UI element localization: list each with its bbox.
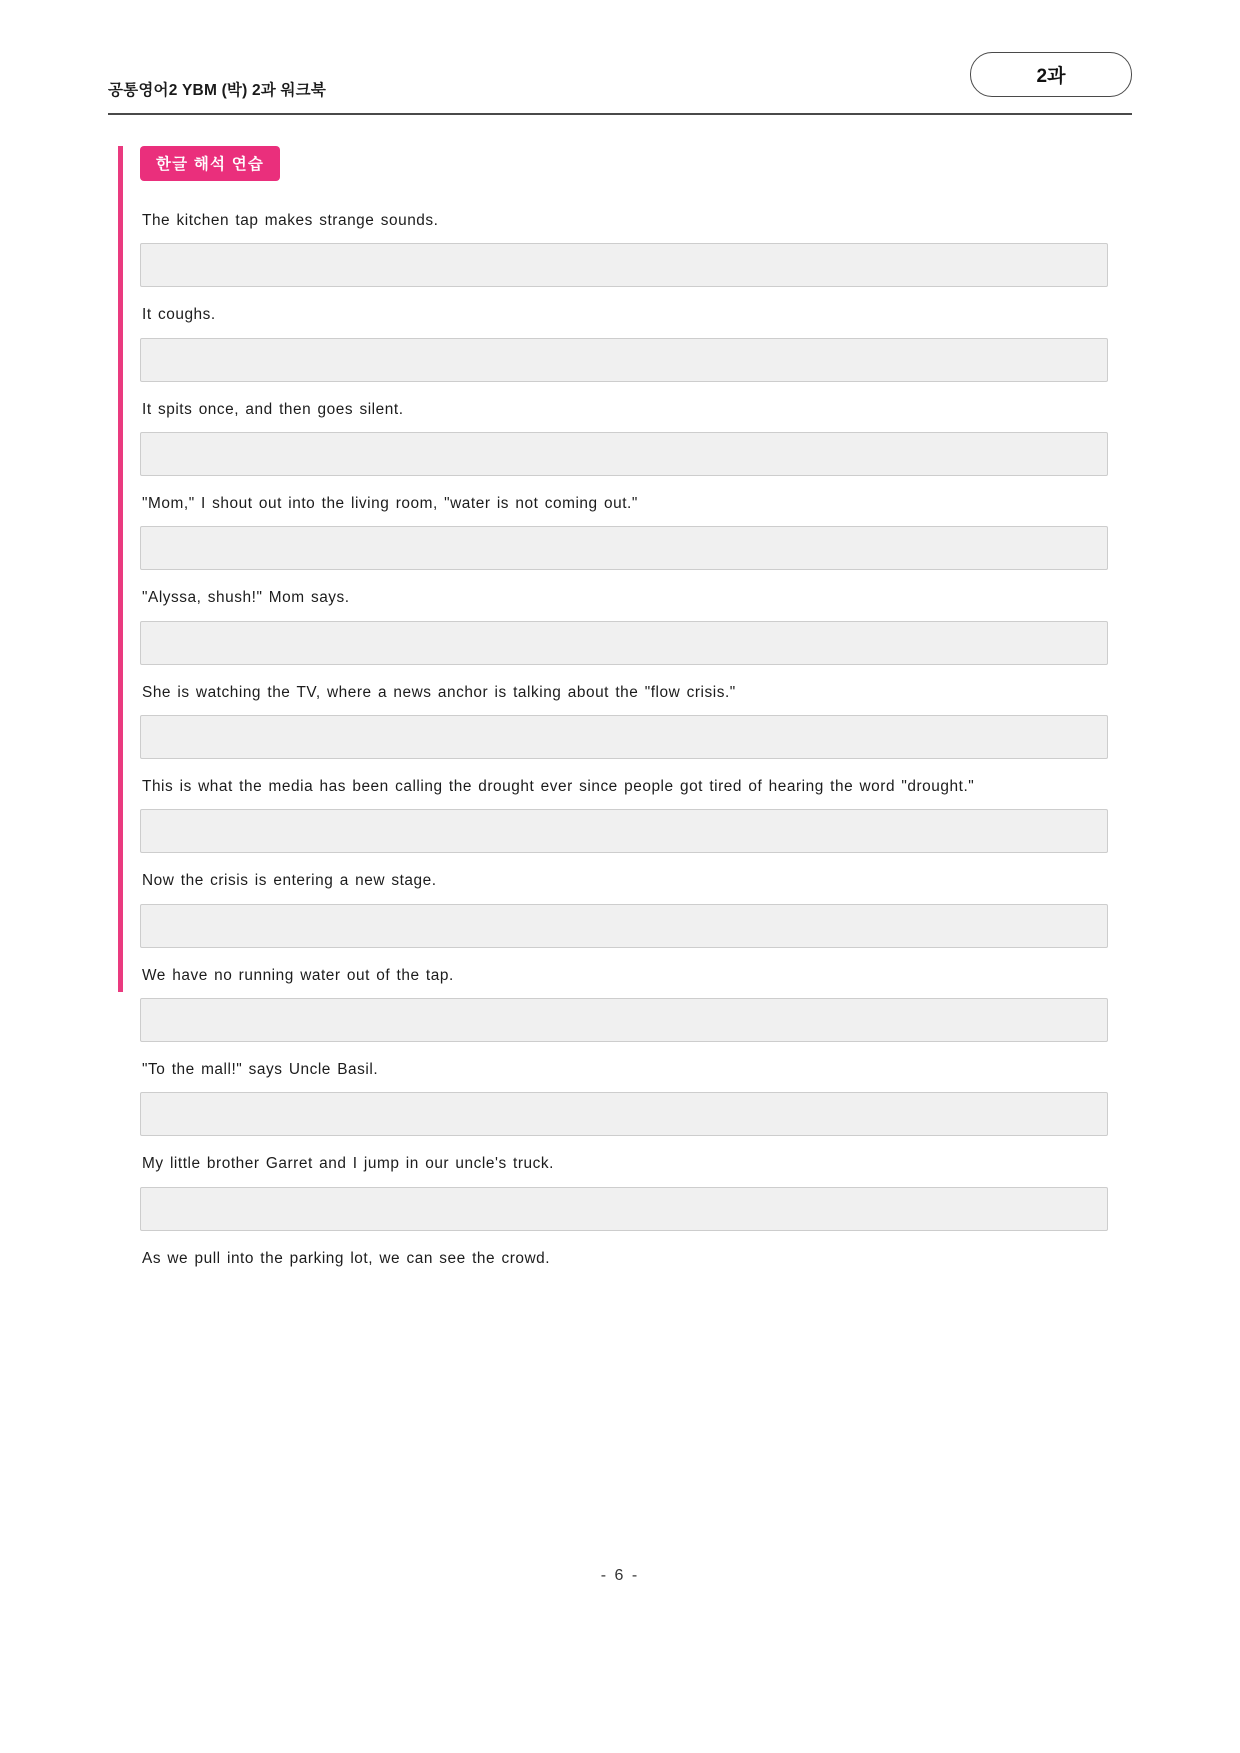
translation-answer-box[interactable] xyxy=(140,904,1108,948)
translation-answer-box[interactable] xyxy=(140,715,1108,759)
exercise-list xyxy=(140,201,1122,1279)
content-area xyxy=(118,146,1122,1279)
english-sentence: "To the mall!" says Uncle Basil. xyxy=(142,1060,379,1078)
english-sentence: It coughs. xyxy=(142,306,216,324)
translation-answer-box[interactable] xyxy=(140,998,1108,1042)
list-item xyxy=(140,1144,1122,1230)
translation-answer-box[interactable] xyxy=(140,243,1108,287)
list-item xyxy=(140,578,1122,664)
english-sentence: Now the crisis is entering a new stage. xyxy=(142,872,437,890)
english-sentence: This is what the media has been calling the drought ever since people got tired of hearing the word "drought." xyxy=(142,777,975,795)
english-sentence: As we pull into the parking lot, we can see the crowd. xyxy=(142,1249,551,1267)
list-item xyxy=(140,1239,1122,1279)
list-item xyxy=(140,390,1122,476)
header-divider xyxy=(108,113,1132,115)
translation-answer-box[interactable] xyxy=(140,338,1108,382)
translation-answer-box[interactable] xyxy=(140,526,1108,570)
translation-answer-box[interactable] xyxy=(140,1092,1108,1136)
english-sentence: My little brother Garret and I jump in our uncle's truck. xyxy=(142,1155,554,1173)
list-item xyxy=(140,201,1122,287)
english-sentence: "Alyssa, shush!" Mom says. xyxy=(142,589,350,607)
list-item xyxy=(140,1050,1122,1136)
page-title: 공통영어2 YBM (박) 2과 워크북 xyxy=(108,82,326,99)
translation-answer-box[interactable] xyxy=(140,1187,1108,1231)
page-header xyxy=(108,52,1132,112)
english-sentence: It spits once, and then goes silent. xyxy=(142,400,404,418)
list-item xyxy=(140,673,1122,759)
list-item xyxy=(140,956,1122,1042)
translation-answer-box[interactable] xyxy=(140,432,1108,476)
english-sentence: She is watching the TV, where a news anchor is talking about the "flow crisis." xyxy=(142,683,736,701)
english-sentence: "Mom," I shout out into the living room, "water is not coming out." xyxy=(142,494,638,512)
english-sentence: We have no running water out of the tap. xyxy=(142,966,454,984)
translation-answer-box[interactable] xyxy=(140,621,1108,665)
translation-answer-box[interactable] xyxy=(140,809,1108,853)
accent-side-bar xyxy=(118,146,123,992)
section-tag: 한글 해석 연습 xyxy=(140,146,280,181)
list-item xyxy=(140,767,1122,853)
list-item xyxy=(140,861,1122,947)
list-item xyxy=(140,484,1122,570)
list-item xyxy=(140,295,1122,381)
lesson-badge: 2과 xyxy=(970,52,1132,97)
page-footer: - 6 - xyxy=(600,1567,640,1584)
english-sentence: The kitchen tap makes strange sounds. xyxy=(142,212,439,229)
